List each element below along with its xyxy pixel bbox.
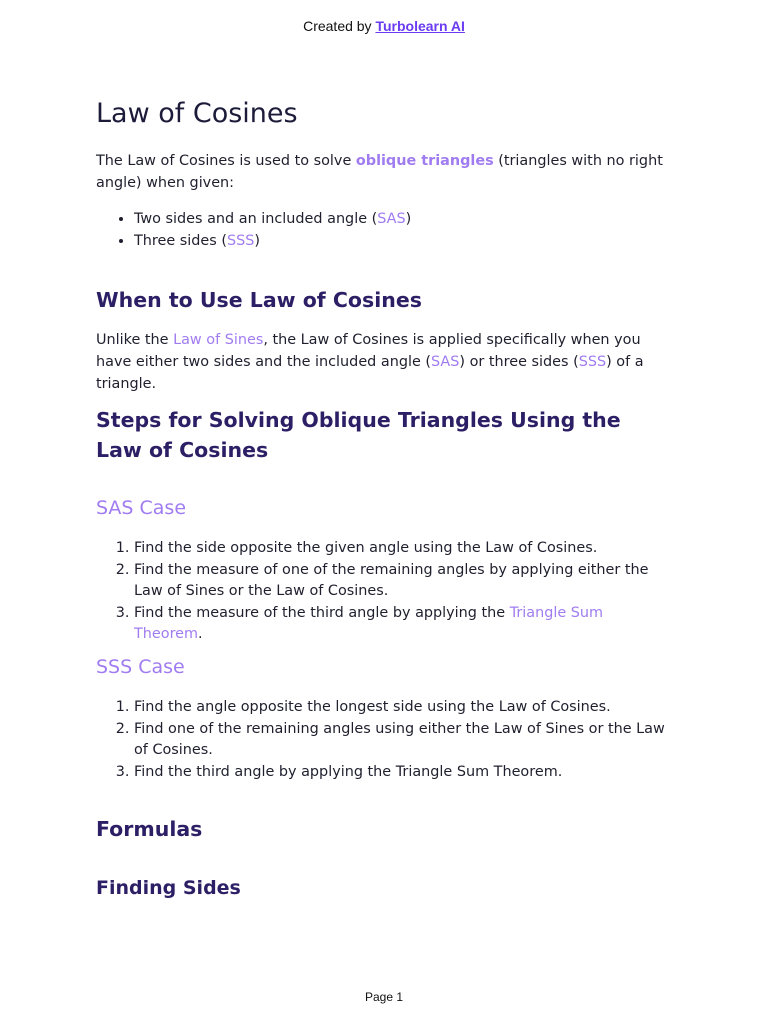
sas-steps-list xyxy=(96,538,676,646)
formulas-heading: Formulas xyxy=(96,817,203,841)
when-paragraph: Unlike the Law of Sines, the Law of Cosines is applied specifically when you have either two sides and the included angle (SAS) or three sides (SSS) of a triangle. xyxy=(96,332,644,392)
intro-paragraph xyxy=(96,150,676,194)
turbolearn-link[interactable]: Turbolearn AI xyxy=(375,18,465,34)
page-header xyxy=(0,18,768,34)
intro-text-end: (triangles with no right angle) when given: xyxy=(96,153,663,191)
sss-steps-list xyxy=(96,697,676,783)
triangle-sum-theorem-term: Triangle Sum Theorem xyxy=(134,604,604,642)
list-item: 2. Find the measure of one of the remaining angles by applying either the Law of Sines or the Law of Cosines. xyxy=(134,560,676,603)
sss-term: SSS xyxy=(226,232,255,249)
sss-case-heading: SSS Case xyxy=(96,656,185,678)
given-list xyxy=(96,209,676,252)
list-item: • Three sides (SSS) xyxy=(134,231,676,253)
sss-term: SSS xyxy=(578,354,607,370)
oblique-triangles-term: oblique triangles xyxy=(355,153,494,169)
intro-text: The Law of Cosines is used to solve xyxy=(96,153,356,169)
law-of-sines-term: Law of Sines xyxy=(173,332,264,348)
list-item: 3. Find the third angle by applying the Triangle Sum Theorem. xyxy=(134,762,676,784)
finding-sides-heading: Finding Sides xyxy=(96,877,241,899)
when-heading: When to Use Law of Cosines xyxy=(96,288,422,312)
list-item: 2. Find one of the remaining angles using either the Law of Sines or the Law of Cosines. xyxy=(134,719,676,762)
list-item: 1. Find the side opposite the given angle using the Law of Cosines. xyxy=(134,538,676,560)
list-item: 3. Find the measure of the third angle by applying the Triangle Sum Theorem. xyxy=(134,603,676,646)
list-item: 1. Find the angle opposite the longest side using the Law of Cosines. xyxy=(134,697,676,719)
steps-heading: Steps for Solving Oblique Triangles Using the Law of Cosines xyxy=(96,408,621,462)
sas-case-heading: SAS Case xyxy=(96,497,187,519)
sas-term: SAS xyxy=(377,211,406,227)
sas-term: SAS xyxy=(431,354,460,370)
created-by-text: Created by xyxy=(303,18,376,34)
list-item: • Two sides and an included angle (SAS) xyxy=(134,209,676,231)
page-number: Page 1 xyxy=(364,990,404,1004)
page-title: Law of Cosines xyxy=(96,98,298,129)
